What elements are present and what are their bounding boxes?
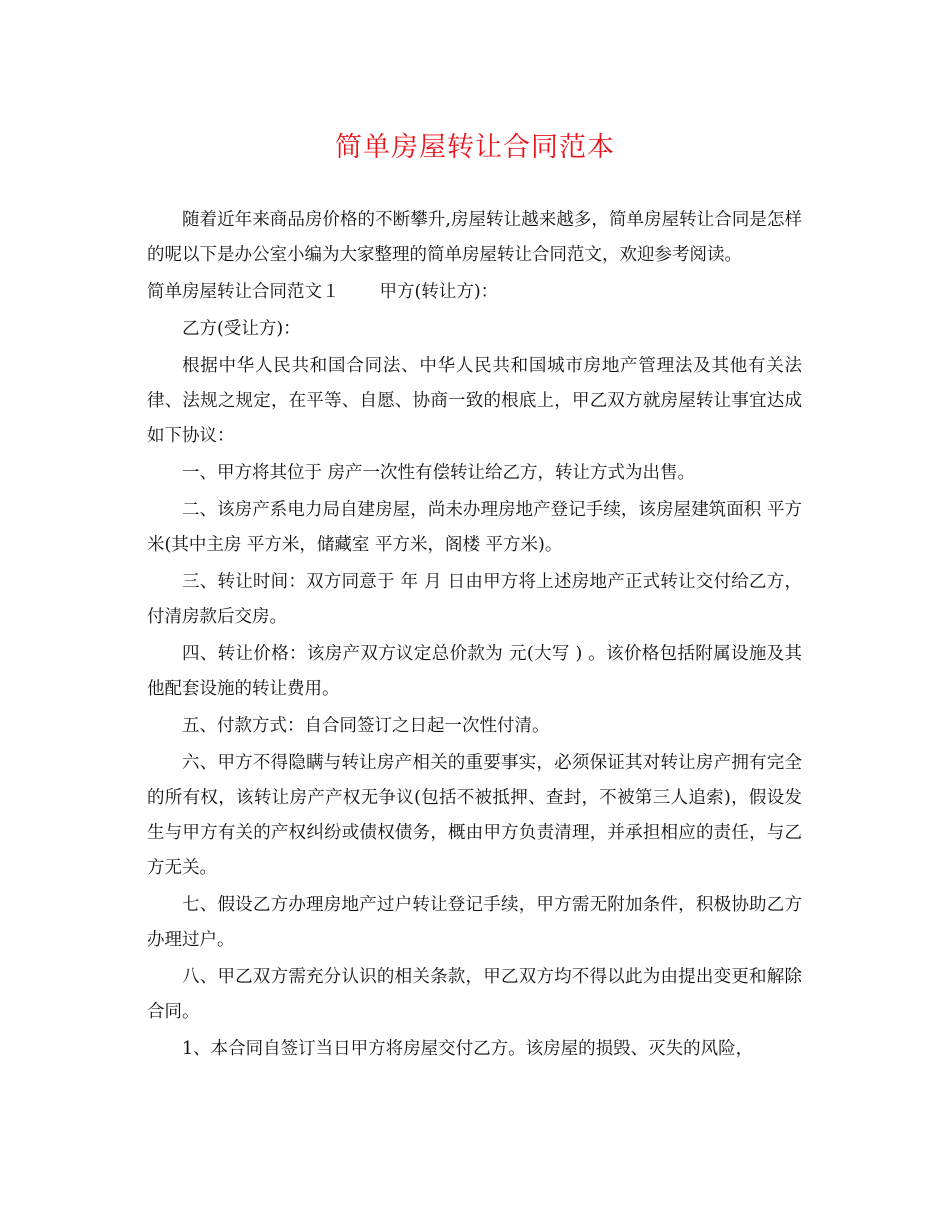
intro-paragraph: 随着近年来商品房价格的不断攀升,房屋转让越来越多，简单房屋转让合同是怎样的呢以下是办公室小编为大家整理的简单房屋转让合同范文，欢迎参考阅读。	[147, 210, 802, 265]
sample-heading-line	[147, 275, 802, 310]
party-a-label: 甲方(转让方)：	[379, 282, 499, 302]
party-b-label: 乙方(受让方)：	[182, 319, 301, 339]
preamble-paragraph: 根据中华人民共和国合同法、中华人民共和国城市房地产管理法及其他有关法律、法规之规定，在平等、自愿、协商一致的根底上，甲乙双方就房屋转让事宜达成如下协议：	[147, 356, 802, 446]
clause-8: 八、甲乙双方需充分认识的相关条款，甲乙双方均不得以此为由提出变更和解除合同。	[147, 967, 802, 1022]
sample-heading: 简单房屋转让合同范文１	[147, 282, 340, 302]
clause-7: 七、假设乙方办理房地产过户转让登记手续，甲方需无附加条件，积极协助乙方办理过户。	[147, 895, 802, 950]
sub-clause-1: 1、本合同自签订当日甲方将房屋交付乙方。该房屋的损毁、灭失的风险，	[182, 1039, 754, 1059]
document-title: 简单房屋转让合同范本	[335, 132, 615, 163]
clause-3: 三、转让时间：双方同意于 年 月 日由甲方将上述房地产正式转让交付给乙方，付清房款后交房。	[147, 572, 802, 627]
clause-4: 四、转让价格：该房产双方议定总价款为 元(大写 ) 。该价格包括附属设施及其他配套设施的转让费用。	[147, 644, 802, 699]
document-body	[147, 203, 802, 1069]
clause-6: 六、甲方不得隐瞒与转让房产相关的重要事实，必须保证其对转让房产拥有完全的所有权，该转让房产产权无争议(包括不被抵押、查封，不被第三人追索)，假设发生与甲方有关的产权纠纷或债权债务，概由甲方负责清理，并承担相应的责任，与乙方无关。	[147, 753, 802, 878]
clause-1: 一、甲方将其位于 房产一次性有偿转让给乙方，转让方式为出售。	[182, 463, 696, 483]
clause-5: 五、付款方式：自合同签订之日起一次性付清。	[182, 716, 550, 736]
clause-2: 二、该房产系电力局自建房屋，尚未办理房地产登记手续，该房屋建筑面积 平方米(其中主房 平方米，储藏室 平方米，阁楼 平方米)。	[147, 500, 802, 555]
